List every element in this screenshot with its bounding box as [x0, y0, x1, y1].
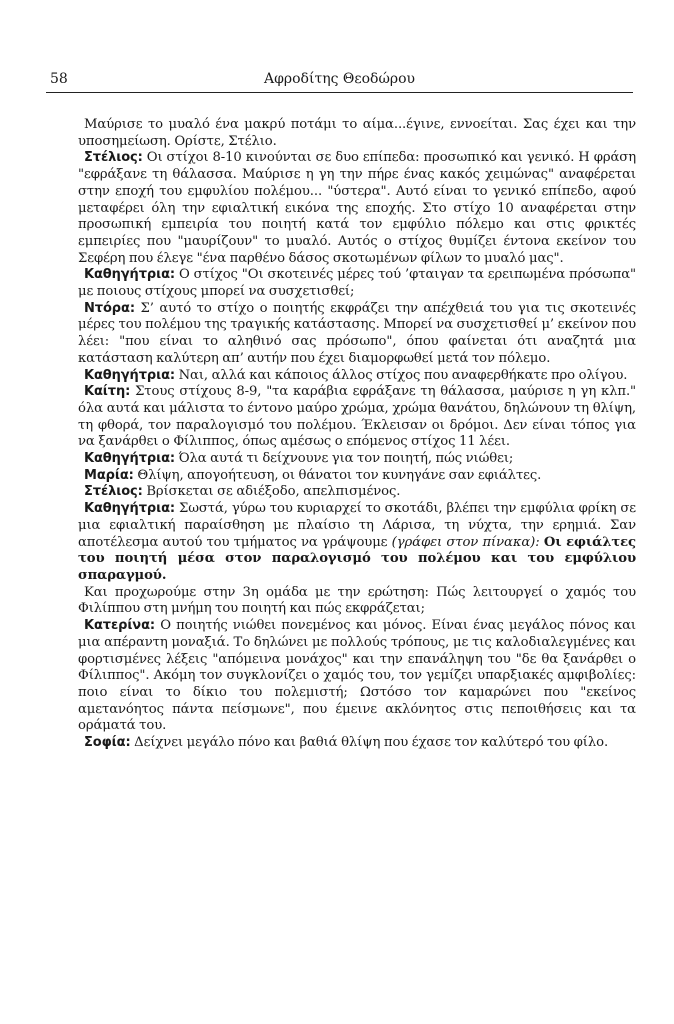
- paragraph-text: Σωστά, γύρω του κυριαρχεί το σκοτάδι, βλέπει την εμφύλια φρίκη σε μια εφιαλτική παραίσθηση με πλαίσιο τη Λάρισα, τη νύχτα, την ερημιά. Σαν αποτέλεσμα αυτού του τμήματος να γράψουμε: [78, 501, 637, 550]
- speaker-name: Στέλιος:: [84, 150, 143, 166]
- paragraph-text: Και προχωρούμε στην 3η ομάδα με την ερώτηση: Πώς λειτουργεί ο χαμός του Φιλίππου στη μνήμη του ποιητή και πώς εκφράζεται;: [78, 584, 636, 617]
- speaker-name: Μαρία:: [84, 467, 134, 483]
- paragraph-text: Σ’ αυτό το στίχο ο ποιητής εκφράζει την απέχθειά του για τις σκοτεινές μέρες του πολέμου της τραγικής κατάστασης. Μπορεί να συσχετισθεί μ’ εκείνον που λέει: "που είναι το αληθινό σας πρόσωπο", όπου φαίνεται ότι αναζητά μια κατάσταση καλύτερη απ’ αυτήν που έχει διαμορφωθεί μετά τον πόλεμο.: [78, 300, 636, 366]
- page-number: 58: [50, 71, 68, 87]
- paragraph-text: Ναι, αλλά και κάποιος άλλος στίχος που αναφερθήκατε προ ολίγου.: [178, 367, 628, 383]
- speaker-name: Σοφία:: [84, 735, 131, 751]
- page-header: [46, 70, 633, 93]
- paragraph-text: Μαύρισε το μυαλό ένα μακρύ ποτάμι το αίμα...έγινε, εννοείται. Σας έχει και την υποσημείωση. Ορίστε, Στέλιο.: [78, 117, 636, 149]
- paragraph: [78, 267, 636, 300]
- paragraph: [78, 735, 636, 752]
- speaker-name: Ντόρα:: [84, 300, 135, 316]
- paragraph: [78, 501, 636, 585]
- paragraph: [78, 468, 636, 485]
- board-conclusion: Οι εφιάλτες του ποιητή μέσα στον παραλογισμό του πολέμου και του εμφύλιου σπαραγμού.: [78, 534, 636, 583]
- running-title: Αφροδίτης Θεοδώρου: [263, 71, 416, 87]
- speaker-name: Κατερίνα:: [84, 618, 155, 634]
- paragraph: [78, 384, 636, 451]
- dialogue-body: [78, 117, 636, 752]
- paragraph: [78, 451, 636, 468]
- paragraph-text: Οι στίχοι 8-10 κινούνται σε δυο επίπεδα: προσωπικό και γενικό. Η φράση "εφράξανε τη θάλασσα. Μαύρισε η γη την πήρε ένας κακός χειμώνας" αναφέρεται στην εποχή του εμφυλίου πολέμου... "ύστερα". Αυτό είναι το γενικό επίπεδο, αφού μεταφέρει όλη την εφιαλτική εικόνα της εποχής. Στο στίχο 10 αναφέρεται στην προσωπική εμπειρία του ποιητή κατά τον εμφύλιο πόλεμο και στις φρικτές εμπειρίες που "μαυρίζουν" το μυαλό. Αυτός ο στίχος θυμίζει έντονα εκείνον του Σεφέρη που έλεγε "ένα παρθένο δάσος σκοτωμένων φίλων το μυαλό μας".: [78, 150, 636, 266]
- speaker-name: Καθηγήτρια:: [84, 451, 175, 467]
- paragraph-text: Ο ποιητής νιώθει πονεμένος και μόνος. Είναι ένας μεγάλος πόνος και μια απέραντη μοναξιά. Το δηλώνει με πολλούς τρόπους, με τις καλοδιαλεγμένες και φορτισμένες λέξεις "απόμεινα μονάχος" και την επανάληψη του "δε θα ξανάρθει ο Φίλιππος". Ακόμη τον συγκλονίζει ο χαμός του, τον γεμίζει υπαρξιακές αμφιβολίες: ποιο είναι το δίκιο του πολεμιστή; Ωστόσο τον καμαρώνει που "εκείνος αμετανόητος πάντα πείσμωνε", που έμεινε ακλόνητος στις πεποιθήσεις και τα οράματά του.: [78, 618, 637, 734]
- paragraph: [78, 301, 636, 368]
- speaker-name: Καθηγήτρια:: [84, 501, 175, 517]
- paragraph-text: Βρίσκεται σε αδιέξοδο, απελπισμένος.: [146, 484, 401, 500]
- paragraph-text: Ο στίχος "Οι σκοτεινές μέρες τού ’φταιγαν τα ερειπωμένα πρόσωπα" με ποιους στίχους μπορεί να συσχετισθεί;: [78, 267, 637, 300]
- paragraph-text: Όλα αυτά τι δείχνουνε για τον ποιητή, πώς νιώθει;: [178, 451, 514, 467]
- paragraph: [78, 150, 636, 267]
- board-note: (γράφει στον πίνακα):: [391, 534, 540, 550]
- paragraph: [78, 585, 636, 618]
- paragraph: [78, 618, 636, 735]
- paragraph-text: Στους στίχους 8-9, "τα καράβια εφράξανε τη θάλασσα, μαύρισε η γη κλπ." όλα αυτά και μάλιστα το έντονο μαύρο χρώμα, χρώμα θανάτου, δηλώνουν τη θλίψη, τη φθορά, τον παραλογισμό του πολέμου. Έκλεισαν οι δρόμοι. Δεν είναι τόπος για να ξανάρθει ο Φίλιππος, όπως αμέσως ο επόμενος στίχος 11 λέει.: [78, 384, 636, 450]
- paragraph: [78, 117, 636, 150]
- speaker-name: Στέλιος:: [84, 484, 143, 500]
- paragraph-text: Δείχνει μεγάλο πόνο και βαθιά θλίψη που έχασε τον καλύτερό του φίλο.: [134, 735, 609, 751]
- paragraph: [78, 368, 636, 385]
- paragraph: [78, 484, 636, 501]
- speaker-name: Καθηγήτρια:: [84, 367, 175, 383]
- speaker-name: Καίτη:: [84, 384, 131, 400]
- speaker-name: Καθηγήτρια:: [84, 267, 175, 283]
- paragraph-text: Θλίψη, απογοήτευση, οι θάνατοι τον κυνηγάνε σαν εφιάλτες.: [137, 467, 542, 483]
